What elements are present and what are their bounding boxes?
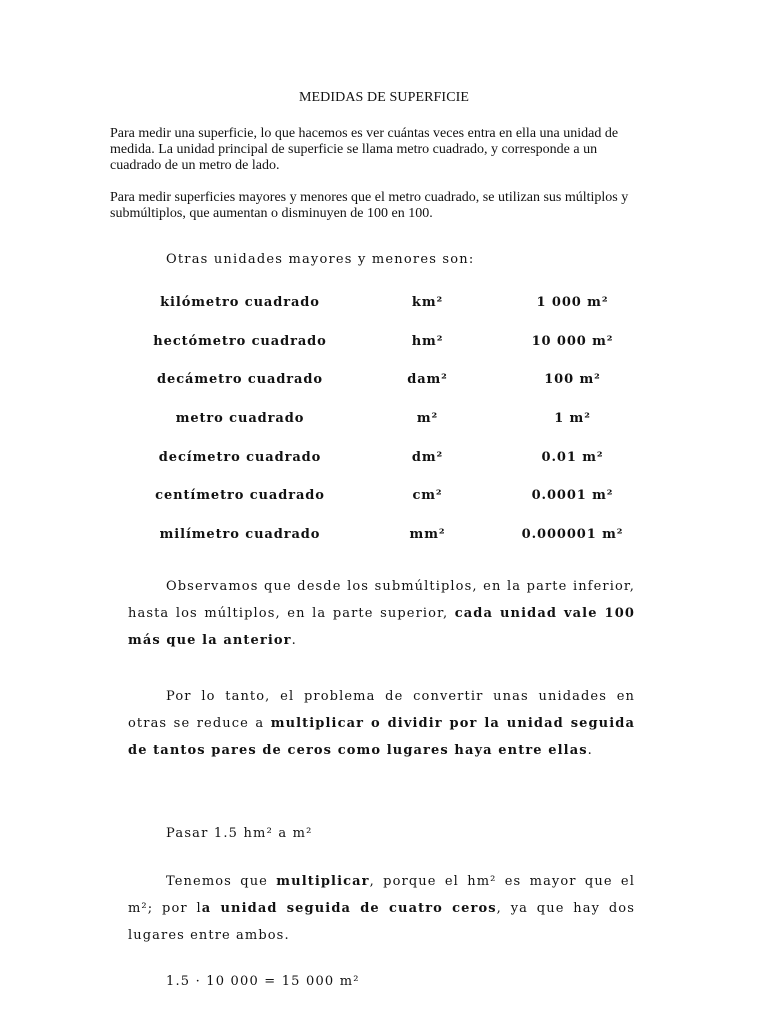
unit-name: kilómetro cuadrado [160, 294, 320, 310]
unit-value: 0.0001 m² [531, 488, 614, 504]
table-row [130, 476, 640, 515]
unit-name: decámetro cuadrado [157, 372, 323, 388]
unit-value: 0.01 m² [541, 449, 604, 465]
observation-bold: cada unidad vale 100 más que la anterior [128, 606, 635, 649]
table-row [130, 399, 640, 438]
observation-end: . [291, 633, 297, 649]
conclusion-bold: multiplicar o dividir por la unidad seguida de tantos pares de ceros como lugares haya entre ellas [128, 716, 635, 759]
explanation-text-2: , porque el hm² es mayor que el m²; por l [128, 874, 635, 917]
units-heading: Otras unidades mayores y menores son: [166, 252, 475, 267]
unit-symbol: dam² [407, 372, 448, 388]
table-row [130, 438, 640, 477]
unit-name: metro cuadrado [175, 410, 305, 426]
example-prompt: Pasar 1.5 hm² a m² [166, 826, 313, 841]
unit-name: milímetro cuadrado [159, 526, 321, 542]
unit-value: 100 m² [544, 372, 601, 388]
unit-symbol: m² [416, 410, 439, 426]
unit-symbol: hm² [411, 333, 444, 349]
intro-paragraph-2-text: Para medir superficies mayores y menores que el metro cuadrado, se utilizan sus múltiplos y submúltiplos, que aumentan o disminuyen de 100 en 100. [110, 190, 629, 221]
unit-symbol: km² [411, 294, 444, 310]
explanation-bold-2: a unidad seguida de cuatro ceros [201, 901, 497, 917]
conclusion-text: Por lo tanto, el problema de convertir unas unidades en otras se reduce a [128, 689, 635, 732]
example-result: 1.5 · 10 000 = 15 000 m² [166, 974, 360, 989]
explanation-text-3: , ya que hay dos lugares entre ambos. [128, 901, 636, 944]
document-title: MEDIDAS DE SUPERFICIE [298, 90, 470, 105]
explanation-text-1: Tenemos que [166, 874, 277, 889]
units-table [130, 283, 640, 554]
table-row [130, 515, 640, 554]
unit-symbol: mm² [409, 526, 446, 542]
observation-paragraph [128, 573, 635, 655]
intro-paragraph-2 [110, 190, 630, 222]
unit-name: hectómetro cuadrado [153, 333, 327, 349]
explanation-bold-1: multiplicar [276, 874, 370, 889]
conclusion-end: . [587, 743, 593, 759]
unit-name: decímetro cuadrado [158, 449, 322, 465]
unit-value: 1 000 m² [536, 294, 609, 310]
table-row [130, 283, 640, 322]
intro-paragraph-1 [110, 126, 630, 174]
table-row [130, 322, 640, 361]
unit-value: 10 000 m² [531, 333, 614, 349]
unit-symbol: cm² [412, 488, 443, 504]
conclusion-paragraph [128, 683, 635, 765]
unit-value: 0.000001 m² [521, 526, 624, 542]
intro-paragraph-1-text: Para medir una superficie, lo que hacemos es ver cuántas veces entra en ella una unidad de medida. La unidad principal de superficie se llama metro cuadrado, y corresponde a un cuadrado de un metro de lado. [110, 126, 619, 173]
observation-text: Observamos que desde los submúltiplos, en la parte inferior, hasta los múltiplos, en la parte superior, [128, 579, 635, 622]
unit-name: centímetro cuadrado [155, 488, 325, 504]
table-row [130, 360, 640, 399]
explanation-paragraph [128, 868, 635, 950]
unit-symbol: dm² [411, 449, 444, 465]
unit-value: 1 m² [554, 410, 591, 426]
